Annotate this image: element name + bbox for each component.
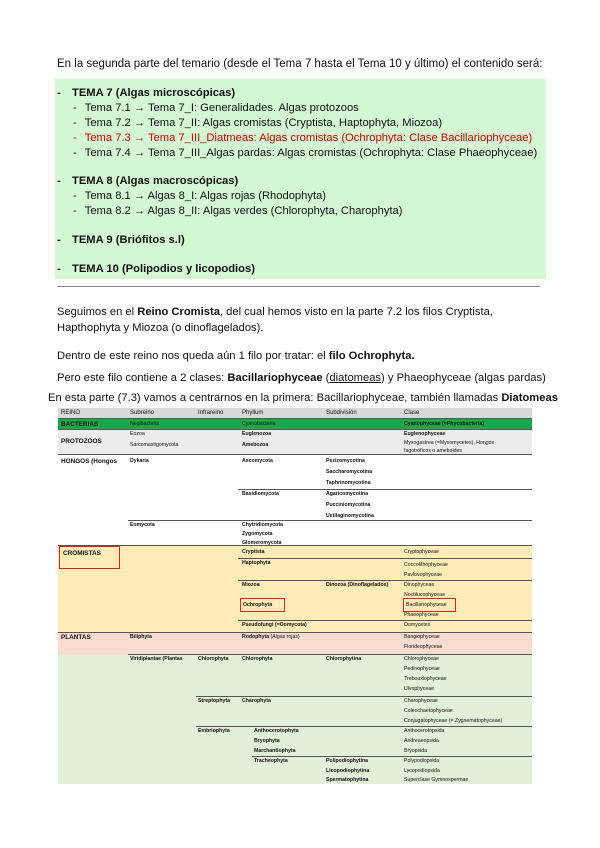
- cell: Saccharomycotina: [326, 469, 373, 475]
- cell: Dykaria: [130, 458, 149, 464]
- cell: Marchantiophyta: [254, 748, 296, 754]
- cell: Spermatophytina: [326, 777, 369, 783]
- cell: Sarcomastigomycota: [130, 442, 179, 448]
- cell: Embriophyta: [198, 728, 230, 734]
- cell: Pedinophyceae: [404, 666, 440, 672]
- grid-line: [196, 696, 532, 697]
- cell-plantas: PLANTAS: [61, 634, 91, 641]
- cell: Euglenozoa: [242, 431, 272, 437]
- intro-text: En la segunda parte del temario (desde el Tema 7 hasta el Tema 10 y último) el contenido será:: [57, 58, 543, 70]
- cell: Lycopodiopsida: [404, 768, 440, 774]
- grid-line: [58, 418, 532, 419]
- header-clase: Clase: [404, 410, 420, 416]
- grid-line: [58, 545, 532, 546]
- header-infrareino: Infrareino: [198, 410, 224, 416]
- cell: fagotróficos o ameboides: [404, 448, 462, 454]
- cell: Chlorophyta: [242, 656, 273, 662]
- cell: Anthocerotophyta: [254, 728, 299, 734]
- grid-line: [58, 429, 532, 430]
- cell: Tracheophyta: [254, 758, 288, 764]
- cell: Basidiomycota: [242, 491, 279, 497]
- cell-bacterias: BACTERIAS: [61, 421, 99, 428]
- cell: Chlorophyta: [198, 656, 229, 662]
- grid-line: [238, 558, 532, 559]
- paragraph-diatomeas: En esta parte (7.3) vamos a centrarnos en la primera: Bacillariophyceae, también llamadas Diatomeas: [48, 392, 558, 404]
- paragraph-clases: Pero este filo contiene a 2 clases: Bacillariophyceae (diatomeas) y Phaeophyceae (algas pardas): [57, 372, 546, 384]
- header-reino: REINO: [61, 410, 81, 416]
- classification-table: [58, 408, 532, 784]
- cell: Negibacteria: [130, 421, 160, 427]
- cell: Myxogastrea (=Myxomycetes), Hongos: [404, 440, 495, 446]
- grid-line: [128, 654, 532, 655]
- cell: Chlorophyceae: [404, 656, 439, 662]
- highlight-bacillariophyceae: [403, 598, 456, 612]
- cell: Miozoa: [242, 582, 260, 588]
- cell: Biliphyta: [130, 634, 152, 640]
- cell: Haptophyta: [242, 560, 271, 566]
- tema-8-2: - Tema 8.2 → Algas 8_II: Algas verdes (Chlorophyta, Charophyta): [73, 205, 403, 217]
- grid-line: [58, 632, 532, 633]
- cell-hongos: HONGOS (Hongos: [61, 458, 118, 465]
- cell-ochrophyta: Ochrophyta: [243, 602, 273, 608]
- cell: Noctilucophyceae: [404, 592, 445, 598]
- cell-cromistas: CROMISTAS: [63, 550, 101, 557]
- cell: Chytridiomycota: [242, 522, 283, 528]
- cell: Chlorophytina: [326, 656, 362, 662]
- cell: Superclase Gymnospermae: [404, 777, 469, 783]
- cell: Charophyceae: [404, 698, 438, 704]
- grid-line: [128, 520, 532, 521]
- grid-line: [238, 580, 532, 581]
- cell: Charophyta: [242, 698, 271, 704]
- paragraph-reino-cromista: Seguimos en el Reino Cromista, del cual hemos visto en la parte 7.2 los filos Cryptista,: [57, 306, 493, 318]
- cell: Dinophyceae: [404, 582, 435, 588]
- cell: Taphrinomycotina: [326, 480, 371, 486]
- header-subdivision: Subdivisión: [326, 410, 357, 416]
- paragraph-filo-ochrophyta: Dentro de este reino nos queda aún 1 filo por tratar: el filo Ochrophyta.: [57, 350, 415, 362]
- cell: Pseudofungi (=Oomycota): [242, 622, 307, 628]
- tema-7-1: - Tema 7.1 → Tema 7_I: Generalidades. Algas protozoos: [73, 102, 359, 114]
- cell: Florideophyceae: [404, 644, 443, 650]
- cell: Bryophyta: [254, 738, 280, 744]
- temario-box: - TEMA 7 (Algas microscópicas) - Tema 7.1 → Tema 7_I: Generalidades. Algas protozoos - Tema 7.2 → Tema 7_II: Algas cromistas (Cryptista, Haptophyta, Miozoa) - Tema 7.3 → Tema 7_III_Diatmeas: Algas cromistas (Ochrophyta: Clase Bacillariophyceae) - Tema 7.4 → Tema 7_III_Algas pardas: Algas cromistas (Ochrophyta: Clase Phaeophyceae) - TEMA 8 (Algas macroscópicas) - Tema 8.1 → Algas 8_I: Algas rojas (Rhodophyta) - Tema 8.2 → Algas 8_II: Algas verdes (Chlorophyta, Charophyta) - TEMA 9 (Briófitos s.l) - TEMA 10 (Polipodios y licopodios): [55, 79, 546, 279]
- cell: Streptophyta: [198, 698, 230, 704]
- cell: Amebozoa: [242, 442, 269, 448]
- grid-line: [196, 726, 532, 727]
- cell: Conjugatophyceae (= Zygnematophyceae): [404, 718, 503, 724]
- cell: Viridiplantae (Plantas: [130, 656, 183, 662]
- grid-line: [238, 489, 532, 490]
- cell: Glomeromycota: [242, 540, 282, 546]
- header-phyllum: Phyllum: [242, 410, 264, 416]
- cell: Cryptophyceae: [404, 549, 439, 555]
- cell: Ustilaginomycotina: [326, 513, 374, 519]
- cell: Eozoa: [130, 431, 145, 437]
- cell: Cyanobacteria: [242, 421, 276, 427]
- tema-7-2: - Tema 7.2 → Tema 7_II: Algas cromistas (Cryptista, Haptophyta, Miozoa): [73, 117, 443, 129]
- cell: Trebouxiophyceae: [404, 676, 447, 682]
- cell: Andreaeopsida: [404, 738, 439, 744]
- cell: Oomycetes: [404, 622, 431, 628]
- tema-8-1: - Tema 8.1 → Algas 8_I: Algas rojas (Rhodophyta): [73, 190, 327, 202]
- grid-line: [252, 756, 532, 757]
- cell: Dinozoa (Dinoflagelados): [326, 582, 389, 588]
- tema-7-3: - Tema 7.3 → Tema 7_III_Diatmeas: Algas cromistas (Ochrophyta: Clase Bacillariophyceae): [73, 132, 533, 144]
- cell-bacillariophyceae: Bacillariophyceae: [406, 602, 447, 608]
- header-subreino: Subreino: [130, 410, 155, 416]
- cell: Bryopsida: [404, 748, 428, 754]
- cell: Polipodiophytina: [326, 758, 369, 764]
- cell: Ascomycota: [242, 458, 273, 464]
- cell: Phaeophyceae: [404, 612, 439, 618]
- divider: [57, 286, 540, 287]
- highlight-cromistas: [59, 546, 120, 569]
- cell: Zygomycota: [242, 531, 273, 537]
- cell: Cryptista: [242, 549, 265, 555]
- cell: Euglenophyceae: [404, 431, 446, 437]
- cell: Coccolithophyceae: [404, 562, 448, 568]
- cell: Cyanophyceae (=Phycobacteria): [404, 421, 485, 427]
- highlight-ochrophyta: [240, 598, 285, 612]
- cell: Eomycota: [130, 522, 155, 528]
- cell: Ulvophyceae: [404, 686, 434, 692]
- cell: Pavlovophyceae: [404, 572, 443, 578]
- cell: Pucciniomycotina: [326, 502, 371, 508]
- grid-line: [238, 620, 532, 621]
- cell: Polypodiopsida: [404, 758, 440, 764]
- cell: Coleochaetophyceae: [404, 708, 453, 714]
- paragraph-reino-cromista-2: Hapthophyta y Miozoa (o dinoflagelados).: [57, 322, 264, 334]
- grid-line: [58, 454, 532, 455]
- cell: Bangiophyceae: [404, 634, 440, 640]
- cell: Anthocerotopsida: [404, 728, 445, 734]
- cell: Licopodiophytina: [326, 768, 370, 774]
- cell: Rodophyta (Algas rojas): [242, 634, 300, 640]
- tema-7-4: - Tema 7.4 → Tema 7_III_Algas pardas: Algas cromistas (Ochrophyta: Clase Phaeophyceae): [73, 147, 538, 159]
- cell: Agaricomycotina: [326, 491, 369, 497]
- cell: Pezizomycotina: [326, 458, 365, 464]
- cell-protozoos: PROTOZOOS: [61, 438, 102, 445]
